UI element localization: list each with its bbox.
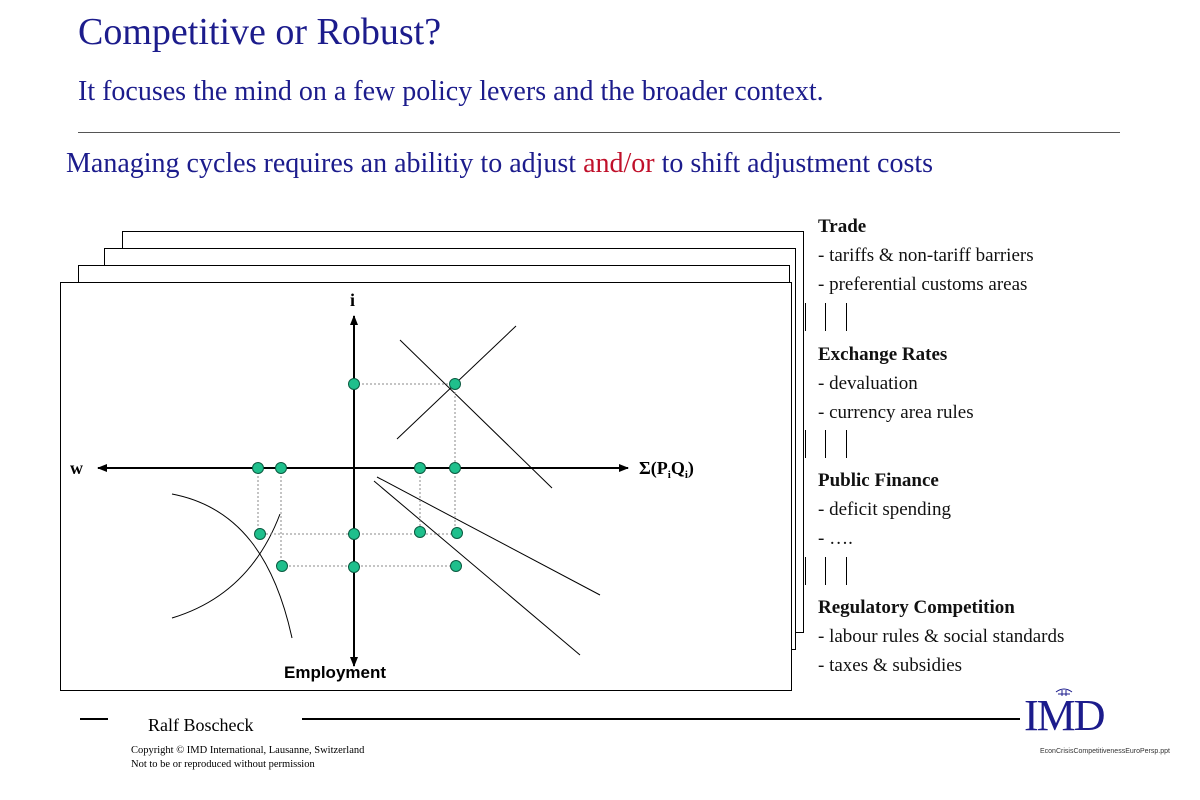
- logo-text: IMD: [1024, 691, 1104, 738]
- footer-rule-right: [302, 718, 1020, 720]
- separator-bars: [805, 303, 851, 331]
- node: [277, 561, 288, 572]
- node: [349, 529, 360, 540]
- curve-lower-left-a: [172, 494, 292, 638]
- node: [255, 529, 266, 540]
- slide-subtitle: It focuses the mind on a few policy levers and the broader context.: [78, 76, 824, 107]
- node: [253, 463, 264, 474]
- lever-public-finance: Public Finance - deficit spending - ….: [818, 470, 951, 549]
- node: [349, 562, 360, 573]
- node: [451, 561, 462, 572]
- title-divider: [78, 132, 1120, 133]
- node: [415, 527, 426, 538]
- label-sum-pq: $\Sigma(P_iQ_i)$: [639, 458, 694, 481]
- label-i: i: [350, 290, 356, 310]
- headline-emphasis: and/or: [583, 148, 655, 179]
- footer-rule-left: [80, 718, 108, 720]
- node: [450, 463, 461, 474]
- node: [415, 463, 426, 474]
- imd-logo: [1022, 686, 1122, 738]
- author-name: Ralf Boscheck: [148, 715, 254, 735]
- node: [452, 528, 463, 539]
- lever-regulatory-competition: Regulatory Competition - labour rules & social standards - taxes & subsidies: [818, 597, 1065, 676]
- nodes: [253, 379, 463, 573]
- label-employment: Employment: [284, 663, 387, 682]
- node: [276, 463, 287, 474]
- headline: [66, 148, 933, 180]
- headline-pre: Managing cycles requires an abilitiy to adjust: [66, 148, 584, 179]
- copyright-notice: Copyright © IMD International, Lausanne, Switzerland Not to be or reproduced without permission: [131, 745, 365, 770]
- lever-exchange-rates: Exchange Rates - devaluation - currency area rules: [818, 344, 974, 423]
- node: [450, 379, 461, 390]
- file-name: EconCrisisCompetitivenessEuroPersp.ppt: [1040, 748, 1170, 755]
- four-quadrant-diagram: [60, 282, 790, 689]
- headline-post: to shift adjustment costs: [654, 148, 934, 179]
- node: [349, 379, 360, 390]
- separator-bars: [805, 557, 851, 585]
- separator-bars: [805, 430, 851, 458]
- lever-trade: Trade - tariffs & non-tariff barriers - preferential customs areas: [818, 216, 1034, 295]
- slide-title: Competitive or Robust?: [78, 11, 442, 53]
- label-w: w: [70, 458, 83, 478]
